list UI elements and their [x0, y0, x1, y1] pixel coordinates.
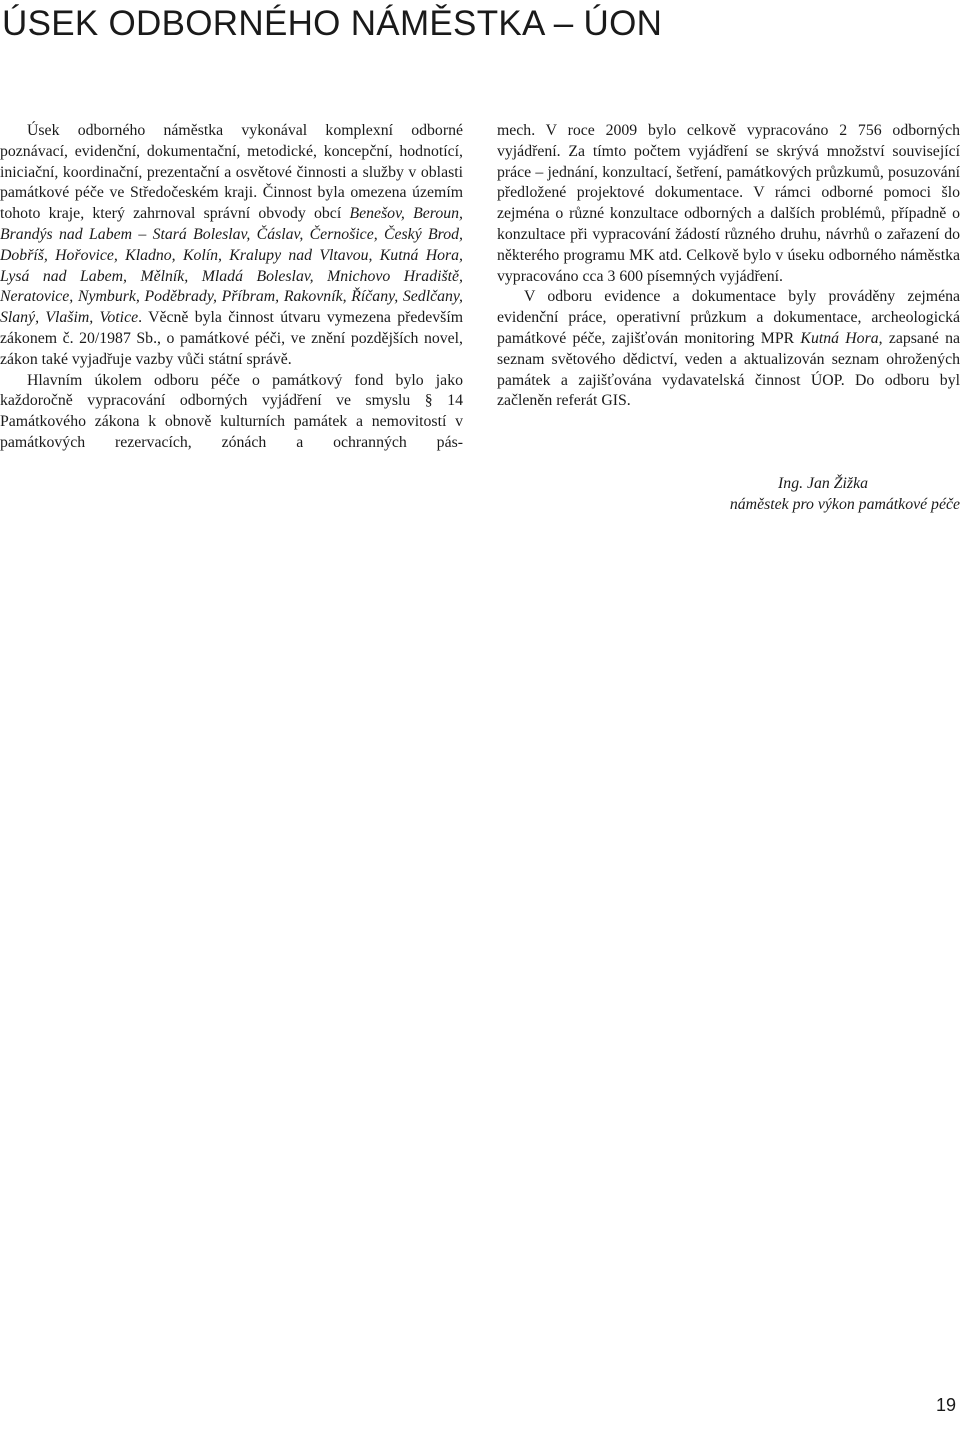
- right-column: [497, 121, 960, 412]
- evidence-text-continued: , zapsané na seznam světového dědictví, veden a aktualizován seznam ohrožených památek a zajišťována vydavatelská činnost ÚOP. Do odboru byl začleněn referát GIS.: [497, 329, 960, 410]
- page-title: ÚSEK ODBORNÉHO NÁMĚSTKA – ÚON: [2, 4, 663, 43]
- intro-paragraph: [0, 121, 463, 371]
- evidence-text: V odboru evidence a dokumentace byly prováděny zejména evidenční práce, operativní průzkum a dokumentace, archeologická památkové péče, zajišťován monitoring MPR: [497, 288, 960, 347]
- main-task-paragraph: Hlavním úkolem odboru péče o památkový fond bylo jako každoročně vypracování odborných vyjádření ve smyslu § 14 Památkového zákona k obnově kulturních památek a nemovitostí v památkových rezervacích, zónách a ochranných pás-: [0, 371, 463, 451]
- statistics-paragraph: mech. V roce 2009 bylo celkově vypracováno 2 756 odborných vyjádření. Za tímto počtem vyjádření se skrývá množství související práce – jednání, konzultací, šetření, památkových průzkumů, posuzování předložené projektové dokumentace. V rámci odborné pomoci šlo zejména o různé konzultace odborných a dalších problémů, případně o konzultace při vypracování žádostí různého druhu, návrhů o zařazení do některého programu MK atd. Celkově bylo v úseku odborného náměstka vypracováno cca 3 600 písemných vyjádření.: [497, 122, 960, 285]
- legal-scope-text: . Věcně byla činnost útvaru vymezena především zákonem č. 20/1987 Sb., o památkové péči, ve znění pozdějších novel, zákon také vyjadřuje vazby vůči státní správě.: [0, 309, 464, 368]
- signature-block: [497, 474, 960, 516]
- reserve-name: Kutná Hora: [800, 329, 879, 347]
- intro-text: Úsek odborného náměstka vykonával komplexní odborné poznávací, evidenční, dokumentační, metodické, koncepční, hodnotící, iniciační, koordinační, prezentační a osvětové činnosti a služby v oblasti památkové péče ve Středočeském kraji. Činnost byla omezena územím tohoto kraje, který zahrnoval správní obvody obcí: [0, 122, 463, 223]
- signature-name: Ing. Jan Žižka: [778, 475, 868, 492]
- evidence-paragraph: [497, 287, 960, 412]
- page-number: 19: [935, 1395, 956, 1415]
- municipality-list: Benešov, Beroun, Brandýs nad Labem – Stará Boleslav, Čáslav, Černošice, Český Brod, Dobříš, Hořovice, Kladno, Kolín, Kralupy nad Vltavou, Kutná Hora, Lysá nad Labem, Mělník, Mladá Boleslav, Mnichovo Hradiště, Neratovice, Nymburk, Poděbrady, Příbram, Rakovník, Říčany, Sedlčany, Slaný, Vlašim, Votice: [0, 205, 463, 327]
- left-column: [0, 121, 463, 454]
- signature-role: náměstek pro výkon památkové péče: [729, 495, 960, 513]
